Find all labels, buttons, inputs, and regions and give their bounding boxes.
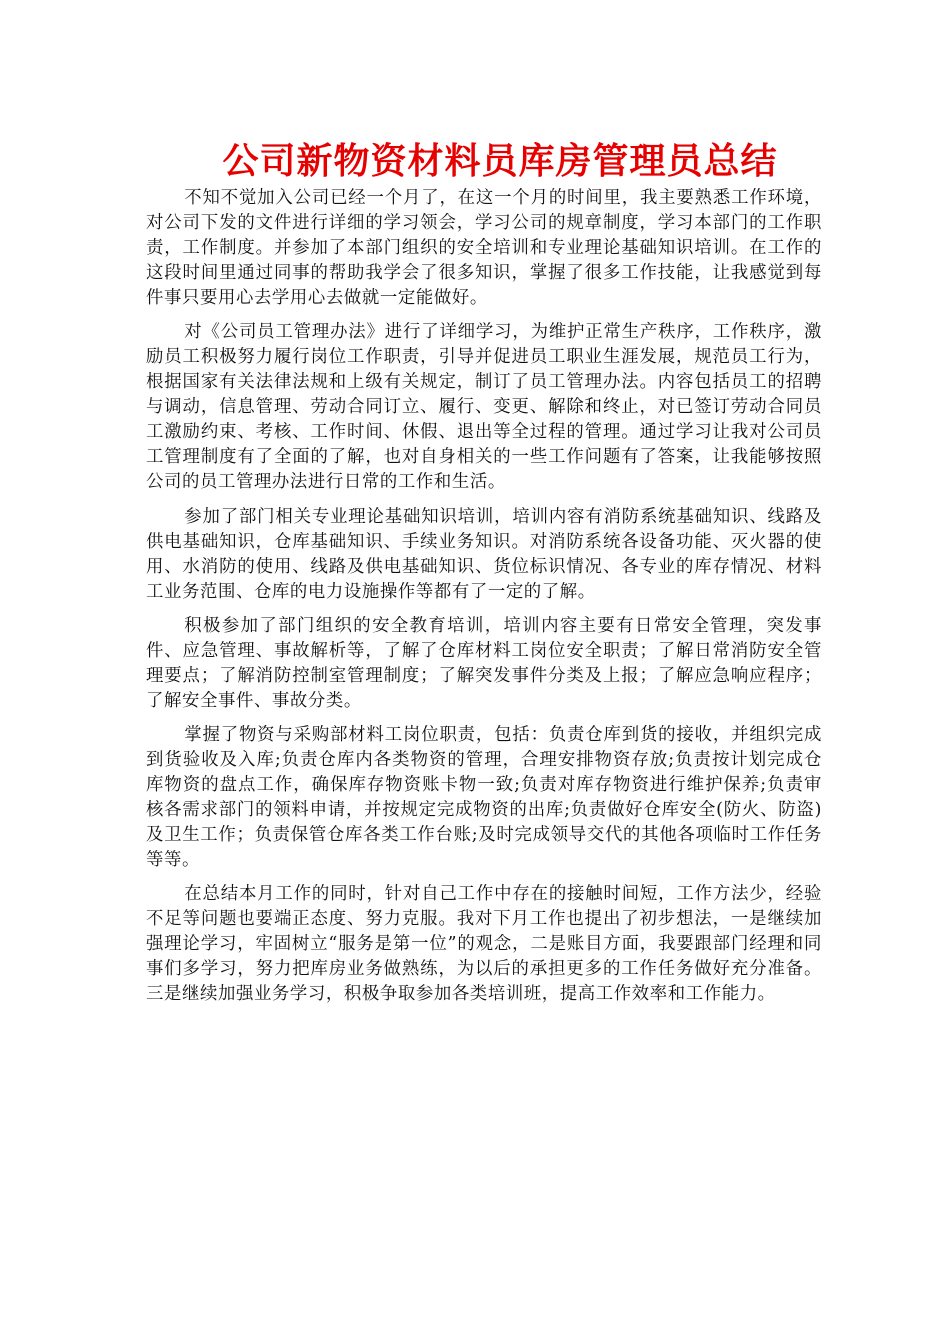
paragraph-staff-management: 对《公司员工管理办法》进行了详细学习，为维护正常生产秩序，工作秩序，激励员工积极努力履行岗位工作职责，引导并促进员工职业生涯发展，规范员工行为，根据国家有关法律法规和上级有关规定，制订了员工管理办法。内容包括员工的招聘与调动，信息管理、劳动合同订立、履行、变更、解除和终止，对已签订劳动合同员工激励约束、考核、工作时间、休假、退出等全过程的管理。通过学习让我对公司员工管理制度有了全面的了解，也对自身相关的一些工作问题有了答案，让我能够按照公司的员工管理办法进行日常的工作和生活。 [146,322,822,493]
paragraph-job-duties: 掌握了物资与采购部材料工岗位职责，包括：负责仓库到货的接收，并组织完成到货验收及入库;负责仓库内各类物资的管理，合理安排物资存放;负责按计划完成仓库物资的盘点工作，确保库存物资账卡物一致;负责对库存物资进行维护保养;负责审核各需求部门的领料申请，并按规定完成物资的出库;负责做好仓库安全(防火、防盗)及卫生工作；负责保管仓库各类工作台账;及时完成领导交代的其他各项临时工作任务等等。 [146,725,822,871]
paragraph-intro: 不知不觉加入公司已经一个月了，在这一个月的时间里，我主要熟悉工作环境，对公司下发的文件进行详细的学习领会，学习公司的规章制度，学习本部门的工作职责，工作制度。并参加了本部门组织的安全培训和专业理论基础知识培训。在工作的这段时间里通过同事的帮助我学会了很多知识，掌握了很多工作技能，让我感觉到每件事只要用心去学用心去做就一定能做好。 [146,188,822,308]
paragraph-safety-training: 积极参加了部门组织的安全教育培训，培训内容主要有日常安全管理，突发事件、应急管理、事故解析等，了解了仓库材料工岗位安全职责；了解日常消防安全管理要点；了解消防控制室管理制度；了解突发事件分类及上报；了解应急响应程序；了解安全事件、事故分类。 [146,615,822,711]
document-title: 公司新物资材料员库房管理员总结 [222,140,778,182]
paragraph-professional-training: 参加了部门相关专业理论基础知识培训，培训内容有消防系统基础知识、线路及供电基础知识，仓库基础知识、手续业务知识。对消防系统各设备功能、灭火器的使用、水消防的使用、线路及供电基础知识、货位标识情况、各专业的库存情况、材料工业务范围、仓库的电力设施操作等都有了一定的了解。 [146,506,822,602]
document-body [146,186,822,1017]
paragraph-summary-plan: 在总结本月工作的同时，针对自己工作中存在的接触时间短，工作方法少，经验不足等问题也要端正态度、努力克服。我对下月工作也提出了初步想法，一是继续加强理论学习，牢固树立“服务是第一位”的观念，二是账目方面，我要跟部门经理和同事们多学习，努力把库房业务做熟练，为以后的承担更多的工作任务做好充分准备。三是继续加强业务学习，积极争取参加各类培训班，提高工作效率和工作能力。 [146,884,822,1005]
